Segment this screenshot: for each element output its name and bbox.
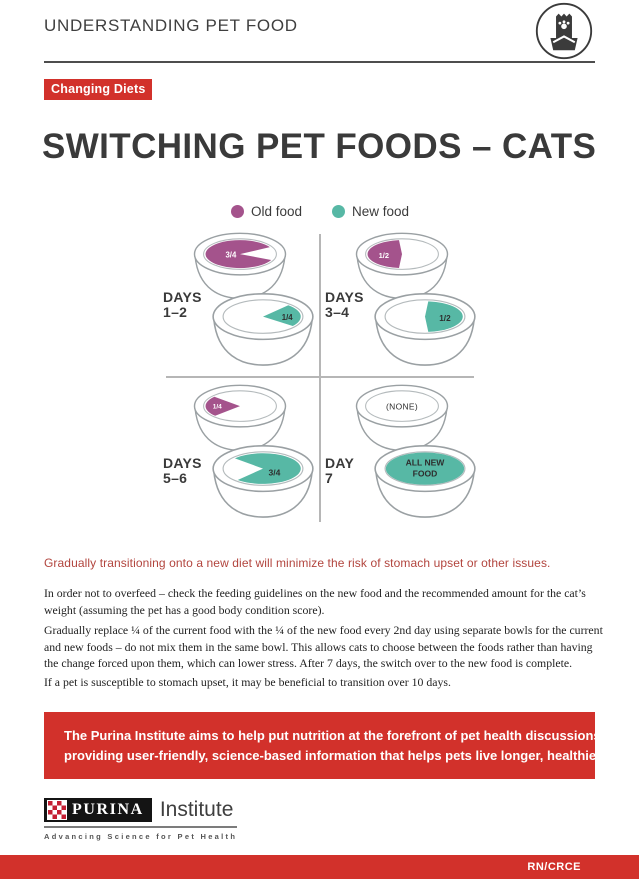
purina-wordmark: PURINA	[44, 798, 152, 822]
svg-text:1/4: 1/4	[212, 403, 222, 411]
series-title: UNDERSTANDING PET FOOD	[44, 16, 298, 35]
new-food-dot-icon	[332, 205, 345, 218]
purina-institute-logo	[44, 798, 237, 841]
quadrant-days-3-4	[322, 228, 480, 374]
legend	[160, 204, 480, 219]
topic-badge: Changing Diets	[44, 79, 152, 100]
bowl-all-new-food	[368, 440, 482, 520]
svg-text:ALL NEW: ALL NEW	[405, 457, 445, 468]
legend-label-new: New food	[352, 204, 410, 219]
svg-text:(NONE): (NONE)	[386, 401, 418, 412]
svg-text:1/2: 1/2	[439, 313, 451, 323]
svg-text:3/4: 3/4	[268, 467, 281, 478]
paragraph: In order not to overfeed – check the feeding guidelines on the new food and the recommended amount for the cat’s weight (assuming the pet has a good body condition score).	[44, 586, 586, 617]
institute-label: Institute	[159, 798, 234, 821]
day-label: DAYS 3–4	[325, 289, 364, 321]
quadrant-day-7	[322, 380, 480, 526]
legend-label-old: Old food	[250, 204, 302, 219]
transition-diagram	[160, 228, 480, 528]
day-label: DAYS 5–6	[163, 455, 202, 487]
pet-food-bag-and-bowl-icon	[534, 1, 594, 61]
intro-highlight-text: Gradually transitioning onto a new diet will minimize the risk of stomach upset or other issues.	[44, 556, 551, 570]
quadrant-days-1-2	[160, 228, 318, 374]
page-code: RN/CRCE	[527, 861, 581, 873]
quadrant-days-5-6	[160, 380, 318, 526]
purina-institute-callout: The Purina Institute aims to help put nutrition at the forefront of pet health discussions by providing user-friendly, science-based information that helps pets live longer, healthier lives.	[44, 712, 595, 779]
paragraph: Gradually replace ¼ of the current food with the ¼ of the new food every 2nd day using separate bowls for the current and new foods – do not mix them in the same bowl. This allows cats to choose between the foods rather than having the change forced upon them, which can lower stress. After 7 days, the switch over to the new food is complete.	[44, 623, 603, 670]
svg-text:1/2: 1/2	[378, 251, 389, 260]
svg-text:1/4: 1/4	[281, 313, 293, 323]
svg-text:3/4: 3/4	[225, 250, 237, 260]
day-label: DAY 7	[325, 455, 355, 487]
legend-item-old-food	[231, 204, 302, 219]
logo-tagline: Advancing Science for Pet Health	[44, 826, 237, 841]
logo-row	[44, 798, 237, 822]
bowl-new-food	[206, 288, 320, 368]
bowl-new-food	[206, 440, 320, 520]
paragraph: If a pet is susceptible to stomach upset, it may be beneficial to transition over 10 days.	[44, 675, 451, 689]
old-food-dot-icon	[231, 205, 244, 218]
svg-text:FOOD: FOOD	[412, 468, 438, 479]
bowl-new-food	[368, 288, 482, 368]
page-title: SWITCHING PET FOODS – CATS	[42, 127, 597, 166]
diagram-divider-horizontal	[166, 376, 474, 378]
purina-checkerboard-icon	[47, 800, 67, 820]
day-label: DAYS 1–2	[163, 289, 202, 321]
legend-item-new-food	[332, 204, 409, 219]
footer-bar	[0, 855, 639, 879]
header-divider	[44, 61, 595, 63]
